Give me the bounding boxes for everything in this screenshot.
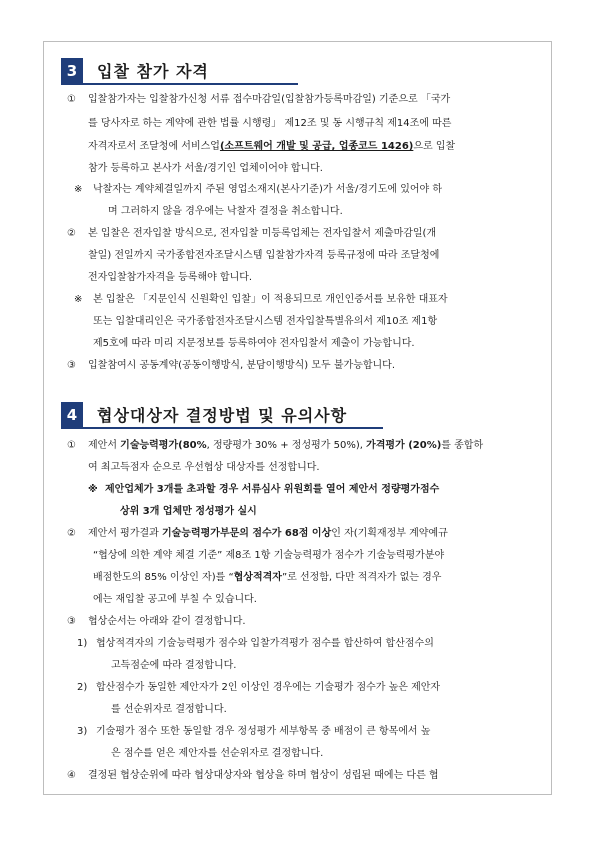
s3-item1-line4: 참가 등록하고 본사가 서울/경기인 업체이어야 합니다. xyxy=(88,163,323,174)
s4-note1-marker: ※ xyxy=(88,484,98,495)
section-3-header xyxy=(61,56,209,84)
s3-note1-line2: 며 그러하지 않을 경우에는 낙찰자 결정을 취소합니다. xyxy=(108,206,343,217)
section-3-number: 3 xyxy=(61,58,83,84)
section-4-header xyxy=(61,400,347,428)
s4-item2-line2: “협상에 의한 계약 체결 기준” 제8조 1항 기술능력평가 점수가 기술능력평가분야 xyxy=(93,550,445,561)
s4-sub2-line2: 를 선순위자로 결정합니다. xyxy=(111,704,227,715)
s4-sub1-line1: 협상적격자의 기술능력평가 점수와 입찰가격평가 점수를 합산하여 합산점수의 xyxy=(96,638,434,649)
s4-sub1-line2: 고득점순에 따라 결정합니다. xyxy=(111,660,237,671)
s3-item2-marker: ② xyxy=(67,228,76,239)
s3-item2-line2: 찰일) 전일까지 국가종합전자조달시스템 입찰참가자격 등록규정에 따라 조달청에 xyxy=(88,250,440,261)
s3-note1-marker: ※ xyxy=(74,184,83,195)
s3-note2-line3: 제5호에 따라 미리 지문정보를 등록하여야 전자입찰서 제출이 가능합니다. xyxy=(93,338,415,349)
s4-item1-line1: 제안서 기술능력평가(80%, 정량평가 30% + 정성평가 50%), 가격평가 (20%)를 종합하 xyxy=(88,440,484,451)
s4-item2-marker: ② xyxy=(67,528,76,539)
s3-item2-line3: 전자입찰참가자격을 등록해야 합니다. xyxy=(88,272,253,283)
s3-item1-line3: 자격자로서 조달청에 서비스업(소프트웨어 개발 및 공급, 업종코드 1426)으로 입찰 xyxy=(88,141,456,152)
s4-sub3-line2: 은 점수를 얻은 제안자를 선순위자로 결정합니다. xyxy=(111,748,324,759)
s3-note2-line1: 본 입찰은 「지문인식 신원확인 입찰」이 적용되므로 개인인증서를 보유한 대표자 xyxy=(93,294,448,305)
s4-sub1-marker: 1) xyxy=(77,638,88,649)
s3-item2-line1: 본 입찰은 전자입찰 방식으로, 전자입찰 미등록업체는 전자입찰서 제출마감일(개 xyxy=(88,228,437,239)
s4-item4-line1: 결정된 협상순위에 따라 협상대상자와 협상을 하며 협상이 성립된 때에는 다른 협 xyxy=(88,770,439,781)
s4-item4-marker: ④ xyxy=(67,770,76,781)
s3-item3-marker: ③ xyxy=(67,360,76,371)
section-4-underline xyxy=(61,427,383,429)
s4-sub2-marker: 2) xyxy=(77,682,88,693)
s4-note1-line1: 제안업체가 3개를 초과할 경우 서류심사 위원회를 열어 제안서 정량평가점수 xyxy=(105,484,440,495)
s3-item1-line1: 입찰참가자는 입찰참가신청 서류 접수마감일(입찰참가등록마감일) 기준으로 「국가 xyxy=(88,94,451,105)
s4-item2-line3: 배점한도의 85% 이상인 자)를 “협상적격자”로 선정함, 다만 적격자가 없는 경우 xyxy=(93,572,442,583)
section-3-title: 입찰 참가 자격 xyxy=(97,62,209,81)
s3-note2-marker: ※ xyxy=(74,294,83,305)
s4-sub3-line1: 기술평가 점수 또한 동일할 경우 정성평가 세부항목 중 배점이 큰 항목에서 높 xyxy=(96,726,431,737)
s4-item3-line1: 협상순서는 아래와 같이 결정합니다. xyxy=(88,616,246,627)
s3-note1-line1: 낙찰자는 계약체결일까지 주된 영업소재지(본사기준)가 서울/경기도에 있어야 하 xyxy=(93,184,443,195)
s4-item1-marker: ① xyxy=(67,440,76,451)
s3-item1-marker: ① xyxy=(67,94,76,105)
s3-item3-line1: 입찰참여시 공동계약(공동이행방식, 분담이행방식) 모두 불가능합니다. xyxy=(88,360,396,371)
s4-sub2-line1: 합산점수가 동일한 제안자가 2인 이상인 경우에는 기술평가 점수가 높은 제안자 xyxy=(96,682,441,693)
s4-item3-marker: ③ xyxy=(67,616,76,627)
s3-note2-line2: 또는 입찰대리인은 국가종합전자조달시스템 전자입찰특별유의서 제10조 제1항 xyxy=(93,316,438,327)
s4-note1-line2: 상위 3개 업체만 정성평가 실시 xyxy=(120,506,257,517)
s4-item2-line4: 에는 재입찰 공고에 부칠 수 있습니다. xyxy=(93,594,257,605)
s3-item1-line2: 를 당사자로 하는 계약에 관한 법률 시행령」 제12조 및 동 시행규칙 제14조에 따른 xyxy=(88,118,452,129)
section-4-title: 협상대상자 결정방법 및 유의사항 xyxy=(97,406,348,425)
s4-item2-line1: 제안서 평가결과 기술능력평가부문의 점수가 68점 이상인 자(기획재정부 계약예규 xyxy=(88,528,448,539)
s4-item1-line2: 여 최고득점자 순으로 우선협상 대상자를 선정합니다. xyxy=(88,462,320,473)
section-3-underline xyxy=(61,83,298,85)
section-4-number: 4 xyxy=(61,402,83,428)
s4-sub3-marker: 3) xyxy=(77,726,88,737)
